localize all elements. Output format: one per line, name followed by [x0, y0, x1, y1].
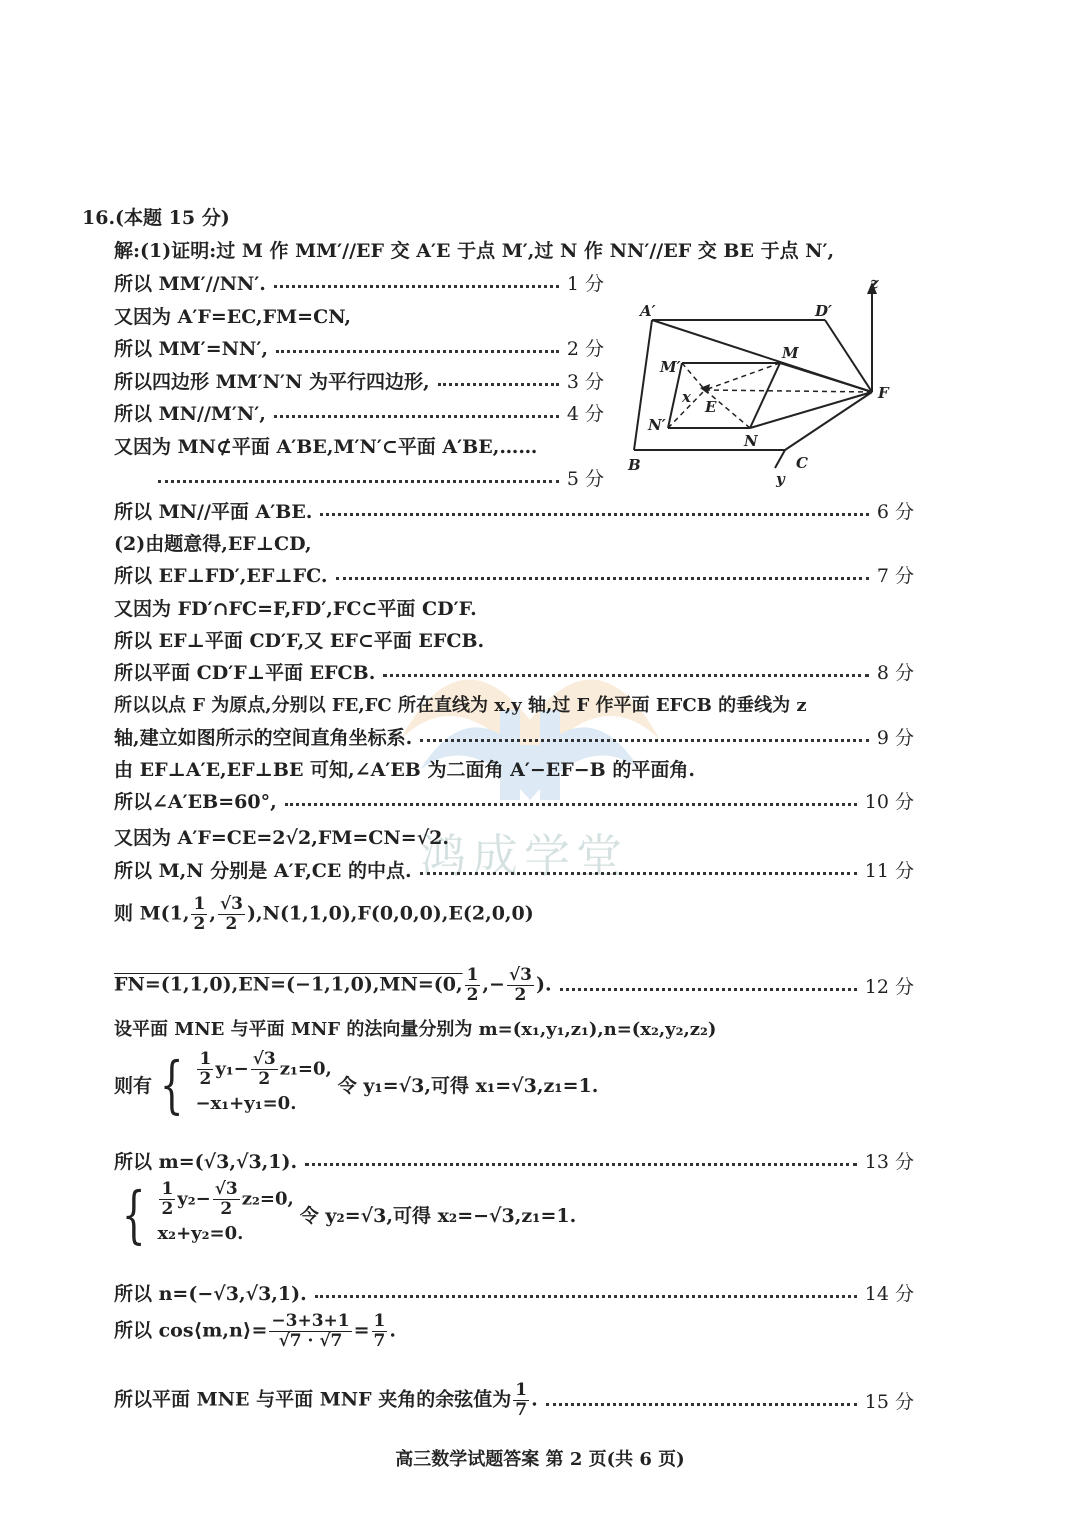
solution-line: 又因为 MN⊄平面 A′BE,M′N′⊂平面 A′BE,…… — [114, 435, 538, 458]
solution-line: 解:(1)证明:过 M 作 MM′//EF 交 A′E 于点 M′,过 N 作 NN′//EF 交 BE 于点 N′, — [114, 239, 835, 262]
score-label: 10 分 — [864, 790, 914, 813]
solution-line: 所以 EF⊥FD′,EF⊥FC. 7 分 — [114, 558, 914, 590]
label-B: B — [628, 456, 641, 474]
solution-line: 所以 MN//平面 A′BE. 6 分 — [114, 494, 914, 526]
edge-cf — [785, 392, 872, 450]
solution-line: 所以 MM′=NN′, 2 分 — [114, 331, 604, 363]
label-C: C — [796, 454, 808, 472]
solution-line: 所以 M,N 分别是 A′F,CE 的中点. 11 分 — [114, 853, 914, 885]
solution-line: 又因为 A′F=CE=2√2,FM=CN=√2. — [114, 826, 450, 849]
solution-line: 又因为 FD′∩FC=F,FD′,FC⊂平面 CD′F. — [114, 597, 477, 620]
score-label: 6 分 — [876, 500, 914, 523]
score-label: 12 分 — [864, 975, 914, 998]
score-label: 1 分 — [566, 272, 604, 295]
score-label: 5 分 — [566, 467, 604, 490]
solution-line: 所以∠A′EB=60°, 10 分 — [114, 784, 914, 816]
solution-line — [150, 461, 604, 493]
label-E: E — [705, 398, 717, 416]
score-label: 3 分 — [566, 370, 604, 393]
watermark-text: 鸿成学堂 — [420, 829, 628, 883]
edge-df — [825, 320, 872, 392]
equation-system-2: { $\frac{1}{2}$ y₂− $\frac{√3}{2}$ z₂=0, x₂+y₂=0. 令 y₂=√3,可得 x₂=−√3,z₁=1. — [121, 1177, 577, 1251]
score-label: 7 分 — [876, 564, 914, 587]
label-M: M — [782, 344, 799, 362]
score-label: 9 分 — [876, 726, 914, 749]
label-N-prime: N′ — [648, 416, 666, 434]
final-answer-line: 所以平面 MNE 与平面 MNF 夹角的余弦值为 $\frac{1}{7}$ . 15 分 — [114, 1379, 914, 1420]
score-label: 13 分 — [864, 1150, 914, 1173]
label-N: N — [744, 432, 758, 450]
normal-vector-definition: 设平面 MNE 与平面 MNF 的法向量分别为 m=(x₁,y₁,z₁),n=(x₂,y₂,z₂) — [114, 1019, 717, 1040]
coordinates-line: 则 M(1, $\frac{1}{2}$ , $\frac{√3}{2}$ ),N(1,1,0),F(0,0,0),E(2,0,0) — [114, 894, 534, 934]
label-z: z — [870, 274, 879, 292]
solution-line: 所以 MN//M′N′, 4 分 — [114, 396, 604, 428]
score-label: 8 分 — [876, 661, 914, 684]
label-D: D′ — [815, 302, 832, 320]
solution-line: 所以四边形 MM′N′N 为平行四边形, 3 分 — [114, 364, 604, 396]
solution-line: 又因为 A′F=EC,FM=CN, — [114, 305, 351, 328]
solution-line: (2)由题意得,EF⊥CD, — [114, 532, 312, 555]
m-result-line: 所以 m=(√3,√3,1). 13 分 — [114, 1144, 914, 1176]
problem-title: 16.(本题 15 分) — [82, 207, 230, 229]
solution-line: 由 EF⊥A′E,EF⊥BE 可知,∠A′EB 为二面角 A′−EF−B 的平面角. — [114, 758, 695, 781]
page-footer: 高三数学试题答案 第 2 页(共 6 页) — [395, 1449, 685, 1470]
vectors-line: FN=(1,1,0),EN=(−1,1,0),MN=(0, $\frac{1}{2}$ ,− $\frac{√3}{2}$ ). 12 分 — [114, 964, 914, 1005]
solution-line: 所以平面 CD′F⊥平面 EFCB. 8 分 — [114, 655, 914, 687]
solution-line: 轴,建立如图所示的空间直角坐标系. 9 分 — [114, 720, 914, 752]
cosine-line: 所以 cos⟨m,n⟩= $\frac{-3+3+1}{√7 \cdot √7}$ = $\frac{1}{7}$ . — [114, 1311, 396, 1351]
score-label: 15 分 — [864, 1390, 914, 1413]
label-x: x — [682, 388, 691, 406]
solution-line: 所以 MM′//NN′. 1 分 — [114, 266, 604, 298]
score-label: 11 分 — [864, 859, 914, 882]
solution-line: 所以 EF⊥平面 CD′F,又 EF⊂平面 EFCB. — [114, 629, 485, 652]
label-y: y — [776, 470, 785, 488]
equation-system-1: 则有 { $\frac{1}{2}$ y₁− $\frac{√3}{2}$ z₁=0, −x₁+y₁=0. 令 y₁=√3,可得 x₁=√3,z₁=1. — [114, 1047, 599, 1121]
label-M-prime: M′ — [660, 358, 681, 376]
solution-line: 所以以点 F 为原点,分别以 FE,FC 所在直线为 x,y 轴,过 F 作平面 EFCB 的垂线为 z — [114, 695, 807, 716]
label-A: A′ — [640, 302, 656, 320]
score-label: 14 分 — [864, 1282, 914, 1305]
n-result-line: 所以 n=(−√3,√3,1). 14 分 — [114, 1276, 914, 1308]
score-label: 2 分 — [566, 337, 604, 360]
score-label: 4 分 — [566, 402, 604, 425]
label-F: F — [878, 384, 889, 402]
geometry-figure — [620, 270, 910, 490]
